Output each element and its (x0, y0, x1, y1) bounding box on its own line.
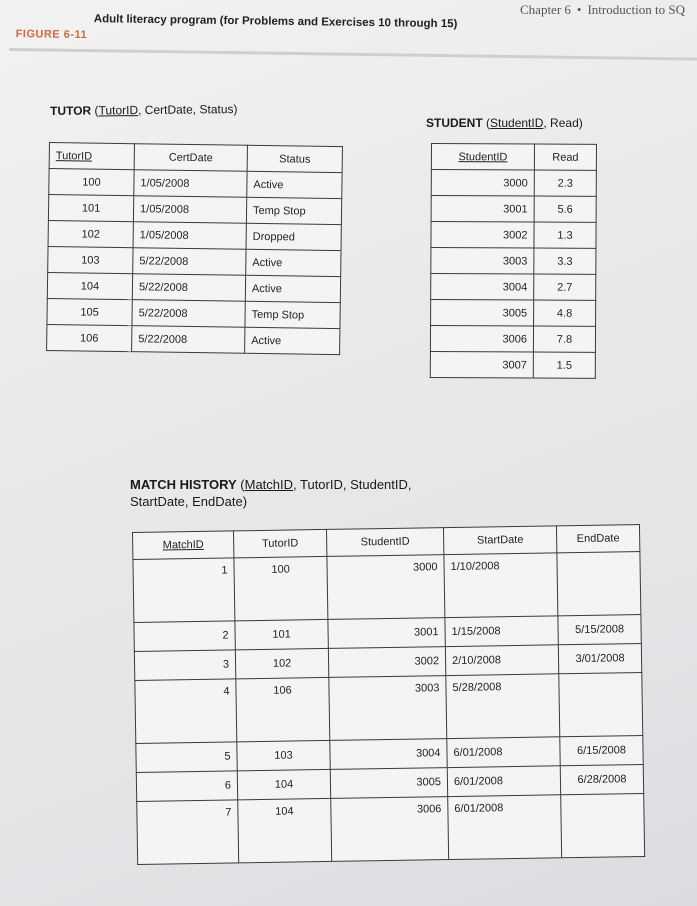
tutor-cell-tutorid: 106 (47, 324, 132, 351)
tutor-cell-tutorid: 105 (47, 298, 132, 325)
table-row (47, 298, 340, 328)
student-cell-studentid: 3000 (431, 170, 534, 197)
match-col-tutorid: TutorID (233, 529, 326, 557)
table-row (431, 248, 596, 275)
tutor-cell-certdate: 1/05/2008 (133, 196, 246, 224)
student-caption-rest: , Read) (543, 116, 583, 130)
table-row (133, 552, 641, 623)
match-col-enddate: EndDate (556, 525, 639, 553)
match-cell-studentid: 3001 (328, 618, 445, 649)
tutor-table (46, 142, 343, 355)
tutor-cell-certdate: 1/05/2008 (134, 170, 247, 198)
tutor-cell-status: Active (246, 249, 341, 276)
table-row (49, 169, 342, 199)
match-history-caption-pk: MatchID (244, 477, 294, 492)
tutor-cell-tutorid: 103 (48, 246, 133, 273)
figure-title: Adult literacy program (for Problems and Exercises 10 through 15) (93, 13, 458, 31)
table-row (431, 300, 596, 327)
match-history-caption-rest: , TutorID, StudentID, (293, 477, 412, 492)
match-cell-matchid: 3 (134, 650, 235, 681)
match-cell-tutorid: 104 (237, 769, 330, 799)
table-row (47, 272, 340, 302)
table-row (430, 326, 595, 353)
match-cell-tutorid: 103 (237, 740, 330, 770)
tutor-cell-certdate: 5/22/2008 (132, 300, 245, 328)
tutor-cell-certdate: 5/22/2008 (133, 248, 246, 276)
tutor-caption-pk: TutorID (98, 103, 139, 118)
tutor-cell-status: Temp Stop (245, 301, 340, 328)
table-row (431, 222, 596, 249)
student-cell-studentid: 3002 (431, 222, 534, 249)
student-cell-studentid: 3001 (431, 196, 534, 223)
table-row (431, 170, 596, 197)
tutor-col-tutorid: TutorID (49, 143, 134, 170)
figure-label: FIGURE 6-11 (15, 28, 88, 42)
table-row (137, 793, 645, 864)
match-history-table (132, 524, 645, 865)
header-bullet: • (576, 2, 582, 17)
student-cell-read: 3.3 (534, 248, 596, 274)
match-cell-enddate: 5/15/2008 (558, 615, 641, 645)
match-cell-enddate (557, 552, 641, 616)
student-col-studentid: StudentID (431, 144, 534, 171)
match-cell-studentid: 3000 (327, 555, 445, 620)
table-row (431, 196, 596, 223)
student-cell-read: 1.5 (533, 352, 595, 378)
tutor-cell-tutorid: 101 (48, 195, 133, 222)
student-cell-read: 5.6 (534, 196, 596, 222)
match-history-caption-line1: MATCH HISTORY (MatchID, TutorID, StudentID, (130, 477, 412, 492)
match-cell-enddate: 6/28/2008 (560, 764, 643, 794)
tutor-cell-status: Dropped (246, 223, 341, 250)
tutor-cell-tutorid: 100 (49, 169, 134, 196)
match-cell-startdate: 6/01/2008 (448, 795, 562, 860)
match-cell-tutorid: 102 (235, 648, 328, 678)
student-cell-read: 2.3 (534, 170, 596, 196)
tutor-caption-rest: , CertDate, Status) (138, 102, 238, 118)
table-row (47, 324, 340, 354)
table-row (48, 220, 341, 250)
match-cell-startdate: 2/10/2008 (445, 645, 558, 676)
match-cell-enddate: 6/15/2008 (560, 736, 643, 766)
heading-rule (9, 48, 697, 61)
match-cell-startdate: 6/01/2008 (447, 737, 560, 768)
match-cell-enddate: 3/01/2008 (558, 644, 641, 674)
student-cell-read: 4.8 (534, 300, 596, 326)
table-row (48, 195, 341, 225)
figure-heading (9, 6, 697, 76)
student-table (430, 143, 597, 379)
match-cell-studentid: 3006 (331, 797, 449, 862)
student-cell-studentid: 3003 (431, 248, 534, 275)
student-caption-pk: StudentID (490, 116, 544, 130)
match-cell-studentid: 3003 (329, 676, 447, 741)
table-row (135, 673, 643, 744)
match-cell-studentid: 3004 (330, 739, 447, 770)
match-cell-matchid: 5 (136, 742, 237, 773)
tutor-caption: TUTOR (TutorID, CertDate, Status) (50, 102, 238, 118)
match-history-caption (130, 476, 412, 510)
match-cell-tutorid: 100 (234, 556, 328, 620)
tutor-cell-status: Active (245, 327, 340, 354)
tutor-cell-certdate: 1/05/2008 (133, 222, 246, 250)
student-caption: STUDENT (StudentID, Read) (426, 116, 583, 130)
tutor-cell-certdate: 5/22/2008 (132, 274, 245, 302)
match-cell-tutorid: 101 (235, 619, 328, 649)
student-header-row (431, 144, 596, 171)
match-cell-studentid: 3002 (328, 647, 445, 678)
student-cell-studentid: 3004 (431, 274, 534, 301)
match-cell-matchid: 1 (133, 558, 235, 623)
student-cell-read: 1.3 (534, 222, 596, 248)
match-cell-matchid: 4 (135, 679, 237, 744)
match-cell-tutorid: 104 (238, 798, 332, 862)
student-cell-read: 7.8 (533, 326, 595, 352)
table-row (430, 351, 595, 378)
tutor-caption-name: TUTOR (50, 103, 92, 118)
match-col-startdate: StartDate (443, 526, 556, 555)
tutor-cell-status: Temp Stop (246, 197, 341, 224)
chapter-number: Chapter 6 (520, 2, 571, 17)
student-col-read: Read (534, 144, 596, 170)
tutor-col-status: Status (247, 145, 342, 172)
match-cell-matchid: 2 (134, 621, 235, 652)
tutor-cell-status: Active (245, 275, 340, 302)
match-cell-startdate: 5/28/2008 (446, 674, 560, 739)
tutor-cell-tutorid: 102 (48, 220, 133, 247)
tutor-header-row (49, 143, 342, 173)
tutor-cell-certdate: 5/22/2008 (132, 326, 245, 354)
match-col-matchid: MatchID (133, 531, 234, 560)
table-row (431, 274, 596, 301)
match-cell-startdate: 6/01/2008 (447, 766, 560, 797)
match-col-studentid: StudentID (326, 528, 443, 557)
tutor-col-certdate: CertDate (134, 144, 247, 172)
match-cell-enddate (561, 793, 645, 857)
table-row (48, 246, 341, 276)
student-cell-studentid: 3005 (431, 300, 534, 327)
tutor-cell-tutorid: 104 (47, 272, 132, 299)
student-caption-name: STUDENT (426, 116, 483, 130)
student-cell-studentid: 3006 (430, 326, 533, 353)
match-cell-studentid: 3005 (330, 768, 447, 799)
match-cell-matchid: 7 (137, 800, 239, 865)
student-cell-studentid: 3007 (430, 351, 533, 378)
match-cell-enddate (559, 673, 643, 737)
match-cell-tutorid: 106 (236, 677, 330, 741)
match-history-caption-name: MATCH HISTORY (130, 477, 237, 492)
match-cell-matchid: 6 (136, 771, 237, 802)
tutor-cell-status: Active (247, 171, 342, 198)
student-cell-read: 2.7 (534, 274, 596, 300)
match-cell-startdate: 1/15/2008 (445, 616, 558, 647)
match-history-caption-line2: StartDate, EndDate) (130, 494, 248, 509)
chapter-section: Introduction to SQ (587, 2, 685, 17)
match-cell-startdate: 1/10/2008 (444, 553, 558, 618)
